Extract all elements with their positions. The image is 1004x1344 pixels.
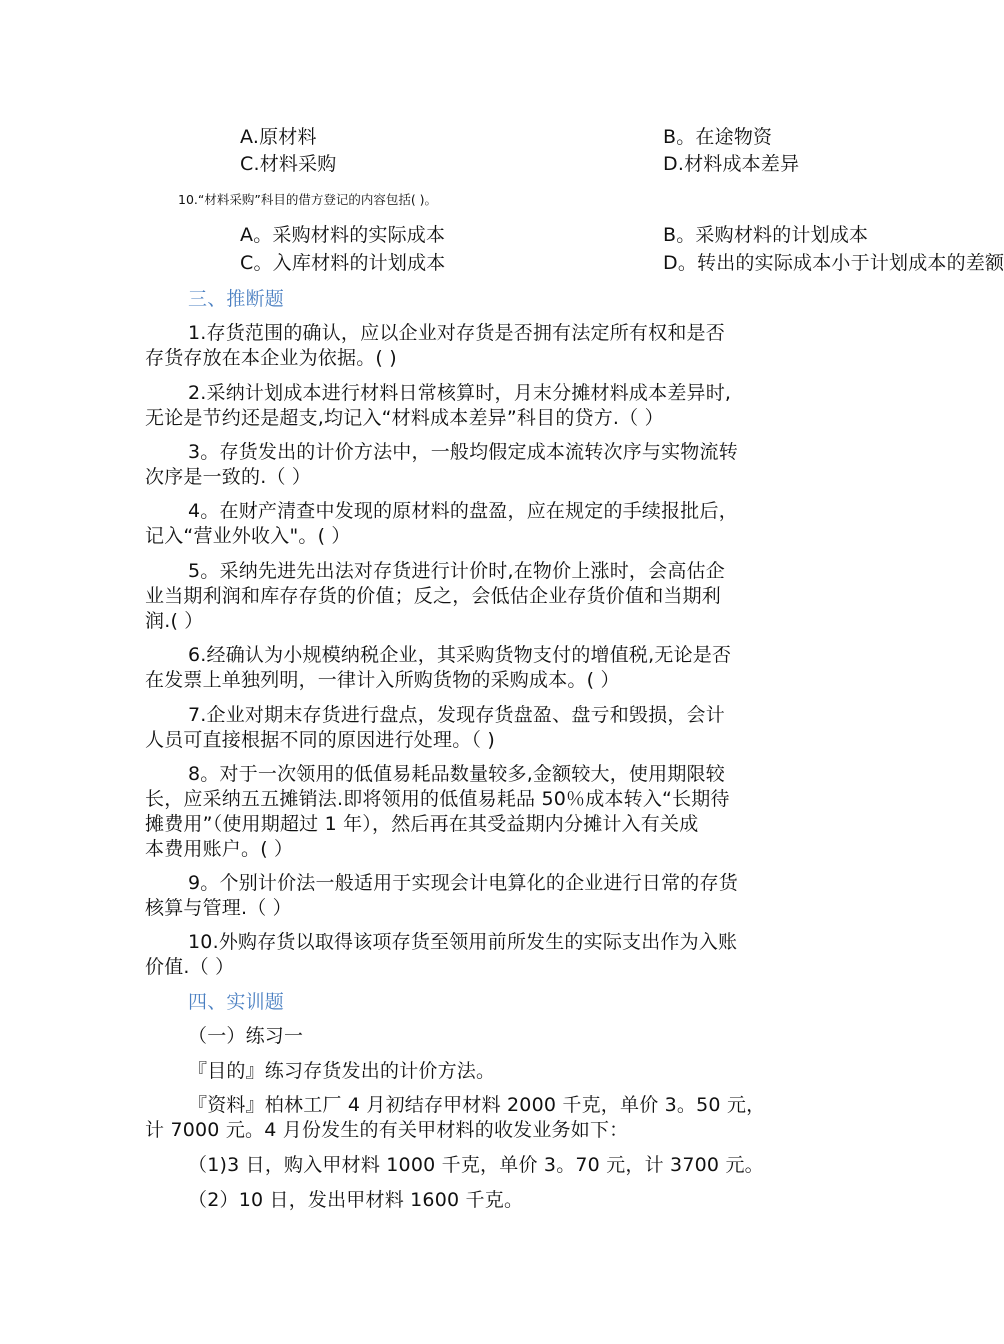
judgment-item-6 [145,643,805,693]
judgment-item-4 [145,499,805,549]
item-text: 润.( ） [145,610,204,632]
option-d: D。转出的实际成本小于计划成本的差额 [663,252,1004,274]
exercise-item-1: （1)3 日，购入甲材料 1000 千克，单价 3。70 元，计 3700 元。 [188,1154,764,1176]
item-text: 摊费用”（使用期超过 1 年），然后再在其受益期内分摊计入有关成 [145,813,699,835]
exercise-title: （一）练习一 [188,1025,304,1047]
material-text: 『资料』柏林工厂 4 月初结存甲材料 2000 千克，单价 3。50 元， [188,1094,766,1116]
item-text: 在发票上单独列明，一律计入所购货物的采购成本。( ） [145,669,620,691]
item-text: 8。对于一次领用的低值易耗品数量较多,金额较大，使用期限较 [188,763,725,785]
section-heading: 三、推断题 [188,288,285,310]
judgment-item-7 [145,703,805,753]
exercise-item-2: （2）10 日，发出甲材料 1600 千克。 [188,1189,524,1211]
option-b: B。在途物资 [663,126,773,148]
item-text: 存货存放在本企业为依据。( ) [145,347,397,369]
option-c: C。入库材料的计划成本 [240,252,446,274]
material-text: 计 7000 元。4 月份发生的有关甲材料的收发业务如下： [145,1119,629,1141]
item-text: 4。在财产清查中发现的原材料的盘盈，应在规定的手续报批后， [188,500,738,522]
section-heading: 四、实训题 [188,991,285,1013]
item-text: 1.存货范围的确认，应以企业对存货是否拥有法定所有权和是否 [188,322,725,344]
option-a: A.原材料 [240,126,317,148]
judgment-item-5 [145,559,805,634]
item-text: 本费用账户。( ） [145,838,294,860]
judgment-item-10 [145,930,805,980]
judgment-item-2 [145,381,805,431]
exercise-purpose: 『目的』练习存货发出的计价方法。 [188,1060,496,1082]
option-b: B。采购材料的计划成本 [663,224,869,246]
item-text: 6.经确认为小规模纳税企业，其采购货物支付的增值税,无论是否 [188,644,732,666]
item-text: 2.采纳计划成本进行材料日常核算时，月末分摊材料成本差异时, [188,382,732,404]
item-text: 核算与管理.（ ） [145,897,292,919]
item-text: 长，应采纳五五摊销法.即将领用的低值易耗品 50％成本转入“长期待 [145,788,730,810]
option-d: D.材料成本差异 [663,153,800,175]
judgment-item-9 [145,871,805,921]
option-a: A。采购材料的实际成本 [240,224,446,246]
judgment-item-8 [145,762,805,862]
exercise-material [145,1093,805,1143]
item-text: 业当期利润和库存存货的价值；反之，会低估企业存货价值和当期利 [145,585,722,607]
judgment-item-3 [145,440,805,490]
item-text: 次序是一致的.（ ） [145,466,312,488]
judgment-item-1 [145,321,805,371]
item-text: 9。个别计价法一般适用于实现会计电算化的企业进行日常的存货 [188,872,738,894]
item-text: 7.企业对期末存货进行盘点，发现存货盘盈、盘亏和毁损，会计 [188,704,725,726]
item-text: 记入“营业外收入"。( ） [145,525,351,547]
item-text: 价值.（ ） [145,956,235,978]
item-text: 10.外购存货以取得该项存货至领用前所发生的实际支出作为入账 [188,931,738,953]
option-c: C.材料采购 [240,153,337,175]
question-10-stem: 10.“材料采购”科目的借方登记的内容包括( )。 [178,192,438,207]
item-text: 3。存货发出的计价方法中，一般均假定成本流转次序与实物流转 [188,441,738,463]
item-text: 人员可直接根据不同的原因进行处理。（ ) [145,729,495,751]
item-text: 5。采纳先进先出法对存货进行计价时,在物价上涨时，会高估企 [188,560,725,582]
item-text: 无论是节约还是超支,均记入“材料成本差异”科目的贷方.（ ） [145,407,664,429]
